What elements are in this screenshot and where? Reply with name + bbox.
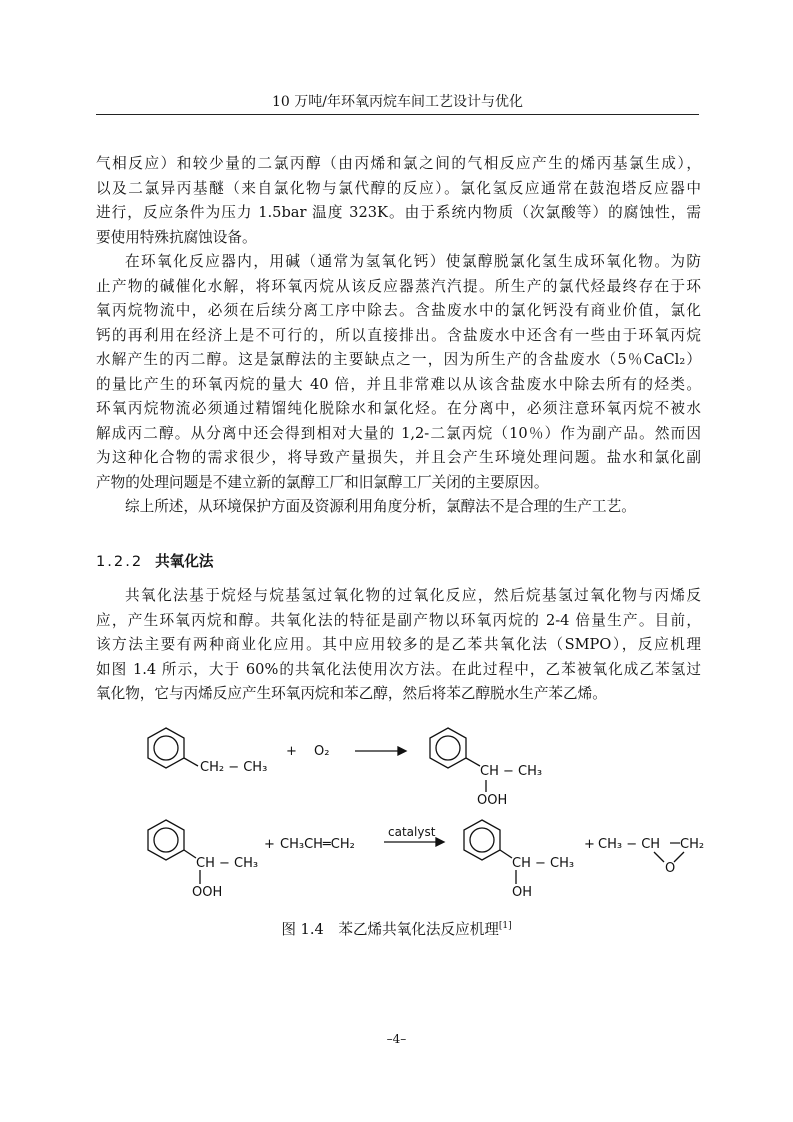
reaction-figure [140, 724, 720, 914]
plus-sign: + [286, 744, 297, 759]
text-line: 氧化物，它与丙烯反应产生环氧丙烷和苯乙醇，然后将苯乙醇脱水生产苯乙烯。 [96, 685, 607, 702]
oxygen-label: O₂ [314, 744, 330, 759]
epoxide-bond [654, 852, 664, 862]
product-group: OOH [477, 793, 508, 808]
running-header: 10 万吨/年环氧丙烷车间工艺设计与优化 [272, 94, 523, 110]
epoxide-bond [674, 852, 684, 862]
header-rule [96, 114, 699, 115]
figure-caption [0, 918, 793, 939]
product-substituent: CH − CH₃ [512, 856, 575, 871]
text-line: 的量比产生的环氧丙烷的量大 40 倍，并且非常难以从该含盐废水中除去所有的烃类。 [96, 375, 701, 393]
text-line: 环氧丙烷物流必须通过精馏纯化脱除水和氯化烃。在分离中，必须注意环氧丙烷不被水 [96, 400, 701, 417]
text-line: 如图 1.4 所示，大于 60%的共氧化法使用次方法。在此过程中，乙苯被氧化成乙苯氢过 [96, 660, 701, 678]
propylene-formula: CH₃CH═CH₂ [280, 837, 355, 852]
text-line: 解成丙二醇。从分离中还会得到相对大量的 1,2-二氯丙烷（10％）作为副产品。然而因 [96, 424, 701, 442]
paragraph-4 [96, 584, 701, 707]
paragraph-3 [96, 495, 701, 520]
paragraph-1 [96, 152, 701, 250]
reaction-scheme [140, 724, 720, 914]
text-line: 产物的处理问题是不建立新的氯醇工厂和旧氯醇工厂关闭的主要原因。 [96, 473, 549, 491]
text-line: 要使用特殊抗腐蚀设备。 [96, 228, 257, 246]
text-line: 在环氧化反应器内，用碱（通常为氢氧化钙）使氯醇脱氯化氢生成环氧化物。为防 [125, 253, 701, 270]
caption-text: 图 1.4 苯乙烯共氧化法反应机理 [281, 921, 499, 938]
text-line: 进行，反应条件为压力 1.5bar 温度 323K。由于系统内物质（次氯酸等）的腐蚀性，需 [96, 204, 701, 221]
epoxide-oxygen: O [665, 861, 676, 876]
epoxide-ch2: CH₂ [680, 837, 705, 852]
text-line: 综上所述，从环境保护方面及资源利用角度分析，氯醇法不是合理的生产工艺。 [125, 498, 636, 515]
plus-sign: + [584, 837, 595, 852]
text-line: 该方法主要有两种商业化应用。其中应用较多的是乙苯共氧化法（SMPO），反应机理 [96, 636, 701, 653]
caption-reference: [1] [498, 921, 512, 932]
text-line: 应，产生环氧丙烷和醇。共氧化法的特征是副产物以环氧丙烷的 2-4 倍量生产。目前， [96, 611, 701, 629]
benzene-ring [148, 728, 184, 768]
text-line: 钙的再利用在经济上是不可行的，所以直接排出。含盐废水中还含有一些由于环氧丙烷 [96, 326, 701, 344]
section-title: 共氧化法 [155, 553, 214, 570]
reactant-substituent: CH − CH₃ [196, 856, 259, 871]
text-line: 以及二氯异丙基醚（来自氯化物与氯代醇的反应）。氯化氢反应通常在鼓泡塔反应器中 [96, 179, 701, 197]
text-line: 水解产生的丙二醇。这是氯醇法的主要缺点之一，因为所生产的含盐废水（5％CaCl₂） [96, 351, 701, 368]
section-heading [96, 550, 214, 571]
plus-sign: + [264, 837, 275, 852]
benzene-ring [148, 820, 184, 860]
catalyst-label: catalyst [388, 825, 436, 839]
reactant-substituent: CH₂ − CH₃ [200, 760, 268, 775]
section-number: 1.2.2 [96, 553, 144, 570]
benzene-ring [430, 728, 466, 768]
benzene-ring [464, 820, 500, 860]
text-line: 为这种化合物的需求很少，将导致产量损失，并且会产生环境处理问题。盐水和氯化副 [96, 449, 701, 466]
product-substituent: CH − CH₃ [480, 764, 543, 779]
reactant-group: OOH [192, 885, 223, 900]
text-line: 止产物的碱催化水解，将环氧丙烷从该反应器蒸汽汽提。所生产的氯代烃最终存在于环 [96, 277, 701, 295]
text-line: 共氧化法基于烷烃与烷基氢过氧化物的过氧化反应，然后烷基氢过氧化物与丙烯反 [125, 587, 701, 604]
text-line: 气相反应）和较少量的二氯丙醇（由丙烯和氯之间的气相反应产生的烯丙基氯生成）， [96, 155, 701, 172]
paragraph-2 [96, 250, 701, 495]
page-number: –4– [386, 1032, 407, 1046]
text-line: 氧丙烷物流中，必须在后续分离工序中除去。含盐废水中的氯化钙没有商业价值，氯化 [96, 302, 701, 319]
product-group: OH [512, 885, 533, 900]
epoxide-chain: CH₃ − CH [598, 837, 661, 852]
